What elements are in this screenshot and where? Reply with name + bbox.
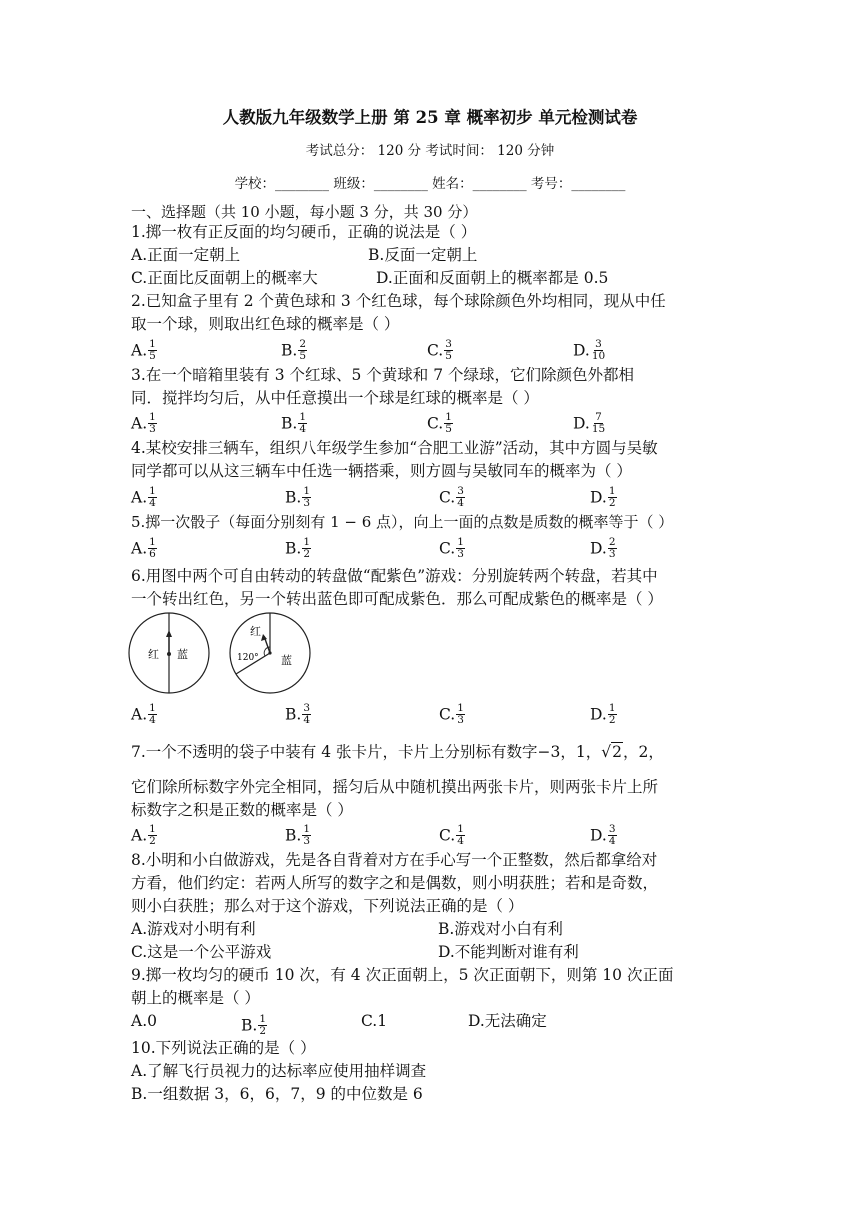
q7-stem-1: 7.一个不透明的袋子中装有 4 张卡片，卡片上分别标有数字−3，1，√2，2， (131, 743, 664, 761)
q8-option-b: B.游戏对小白有利 (438, 920, 563, 938)
q2-stem-2: 取一个球，则取出红色球的概率是（ ） (131, 315, 400, 333)
spinner-left (126, 610, 216, 696)
q6-option-b: B. $\frac{3}{4}$ (285, 702, 311, 726)
q3-option-c: C. $\frac{1}{5}$ (427, 411, 452, 435)
q5-option-c: C. $\frac{1}{3}$ (439, 536, 464, 560)
q1-option-a: A.正面一定朝上 (131, 246, 241, 264)
q4-stem-2: 同学都可以从这三辆车中任选一辆搭乘，则方圆与吴敏同车的概率为（ ） (131, 462, 632, 480)
section-heading: 一、选择题（共 10 小题，每小题 3 分，共 30 分） (131, 203, 478, 221)
q1-option-b: B.反面一定朝上 (368, 246, 478, 264)
q7-stem-2: 它们除所标数字外完全相同，摇匀后从中随机摸出两张卡片，则两张卡片上所 (131, 778, 659, 796)
sqrt-expression: √2 (601, 743, 622, 761)
q4-stem-1: 4.某校安排三辆车，组织八年级学生参加“合肥工业游”活动，其中方圆与吴敏 (131, 439, 658, 457)
q8-option-d: D.不能判断对谁有利 (438, 943, 579, 961)
q3-option-b: B. $\frac{1}{4}$ (281, 411, 307, 435)
q1-option-c: C.正面比反面朝上的概率大 (131, 269, 318, 287)
q4-option-b: B. $\frac{1}{3}$ (285, 485, 311, 509)
q9-option-a: A.0 (131, 1012, 157, 1030)
q8-stem-1: 8.小明和小白做游戏，先是各自背着对方在手心写一个正整数，然后都拿给对 (131, 851, 658, 869)
q9-option-b: B. $\frac{1}{2}$ (241, 1013, 267, 1037)
q6-option-d: D. $\frac{1}{2}$ (590, 702, 616, 726)
q10-option-b: B.一组数据 3，6，6，7，9 的中位数是 6 (131, 1085, 423, 1103)
q7-stem-3: 标数字之积是正数的概率是（ ） (131, 801, 353, 819)
q7-option-a: A. $\frac{1}{2}$ (131, 823, 156, 847)
q2-option-a: A. $\frac{1}{5}$ (131, 338, 156, 362)
q9-option-c: C.1 (361, 1012, 388, 1030)
q7-option-c: C. $\frac{1}{4}$ (439, 823, 464, 847)
q3-stem-1: 3.在一个暗箱里装有 3 个红球、5 个黄球和 7 个绿球，它们除颜色外都相 (131, 366, 635, 384)
q2-option-d: D. $\frac{3}{10}$ (573, 338, 606, 362)
spinner-left-arrowhead (166, 630, 172, 637)
q3-option-a: A. $\frac{1}{3}$ (131, 411, 156, 435)
q6-option-c: C. $\frac{1}{3}$ (439, 702, 464, 726)
spinner-right (226, 610, 316, 696)
q8-option-a: A.游戏对小明有利 (131, 920, 256, 938)
q2-option-b: B. $\frac{2}{5}$ (281, 338, 307, 362)
q7-option-b: B. $\frac{1}{3}$ (285, 823, 311, 847)
q7-option-d: D. $\frac{3}{4}$ (590, 823, 616, 847)
q9-option-d: D.无法确定 (468, 1012, 547, 1030)
q6-option-a: A. $\frac{1}{4}$ (131, 702, 156, 726)
q5-option-a: A. $\frac{1}{6}$ (131, 536, 156, 560)
q1-option-d: D.正面和反面朝上的概率都是 0.5 (376, 269, 609, 287)
q4-option-a: A. $\frac{1}{4}$ (131, 485, 156, 509)
q8-option-c: C.这是一个公平游戏 (131, 943, 272, 961)
q6-stem-2: 一个转出红色，另一个转出蓝色即可配成紫色．那么可配成紫色的概率是（ ） (131, 590, 663, 608)
q1-stem: 1.掷一枚有正反面的均匀硬币，正确的说法是（ ） (131, 223, 477, 241)
q6-stem-1: 6.用图中两个可自由转动的转盘做“配紫色”游戏：分别旋转两个转盘，若其中 (131, 567, 658, 585)
q2-option-c: C. $\frac{3}{5}$ (427, 338, 452, 362)
spinner-right-label-blue: 蓝 (281, 654, 292, 667)
q8-stem-2: 方看，他们约定：若两人所写的数字之和是偶数，则小明获胜；若和是奇数， (131, 874, 659, 892)
spinner-left-label-red: 红 (148, 648, 159, 661)
q4-option-c: C. $\frac{3}{4}$ (439, 485, 464, 509)
q2-stem-1: 2.已知盒子里有 2 个黄色球和 3 个红色球，每个球除颜色外均相同，现从中任 (131, 292, 666, 310)
q8-stem-3: 则小白获胜；那么对于这个游戏，下列说法正确的是（ ） (131, 897, 524, 915)
q9-stem-1: 9.掷一枚均匀的硬币 10 次，有 4 次正面朝上，5 次正面朝下，则第 10 次正面 (131, 966, 674, 984)
q5-stem: 5.掷一次骰子（每面分别刻有 1 − 6 点），向上一面的点数是质数的概率等于（ ） (131, 513, 674, 531)
exam-title: 人教版九年级数学上册 第 25 章 概率初步 单元检测试卷 (222, 108, 638, 127)
q3-stem-2: 同．搅拌均匀后，从中任意摸出一个球是红球的概率是（ ） (131, 389, 539, 407)
q9-stem-2: 朝上的概率是（ ） (131, 989, 260, 1007)
student-fields: 学校：________ 班级：________ 姓名：________ 考号：________ (234, 176, 626, 192)
exam-info: 考试总分： 120 分 考试时间： 120 分钟 (305, 143, 555, 159)
spinner-right-label-red: 红 (250, 625, 261, 638)
q3-option-d: D. $\frac{7}{15}$ (573, 411, 606, 435)
q4-option-d: D. $\frac{1}{2}$ (590, 485, 616, 509)
q5-option-b: B. $\frac{1}{2}$ (285, 536, 311, 560)
q5-option-d: D. $\frac{2}{3}$ (590, 536, 616, 560)
spinner-left-label-blue: 蓝 (177, 648, 188, 661)
q10-stem: 10.下列说法正确的是（ ） (131, 1039, 316, 1057)
spinner-right-label-angle: 120° (237, 653, 259, 663)
q10-option-a: A.了解飞行员视力的达标率应使用抽样调查 (131, 1062, 427, 1080)
